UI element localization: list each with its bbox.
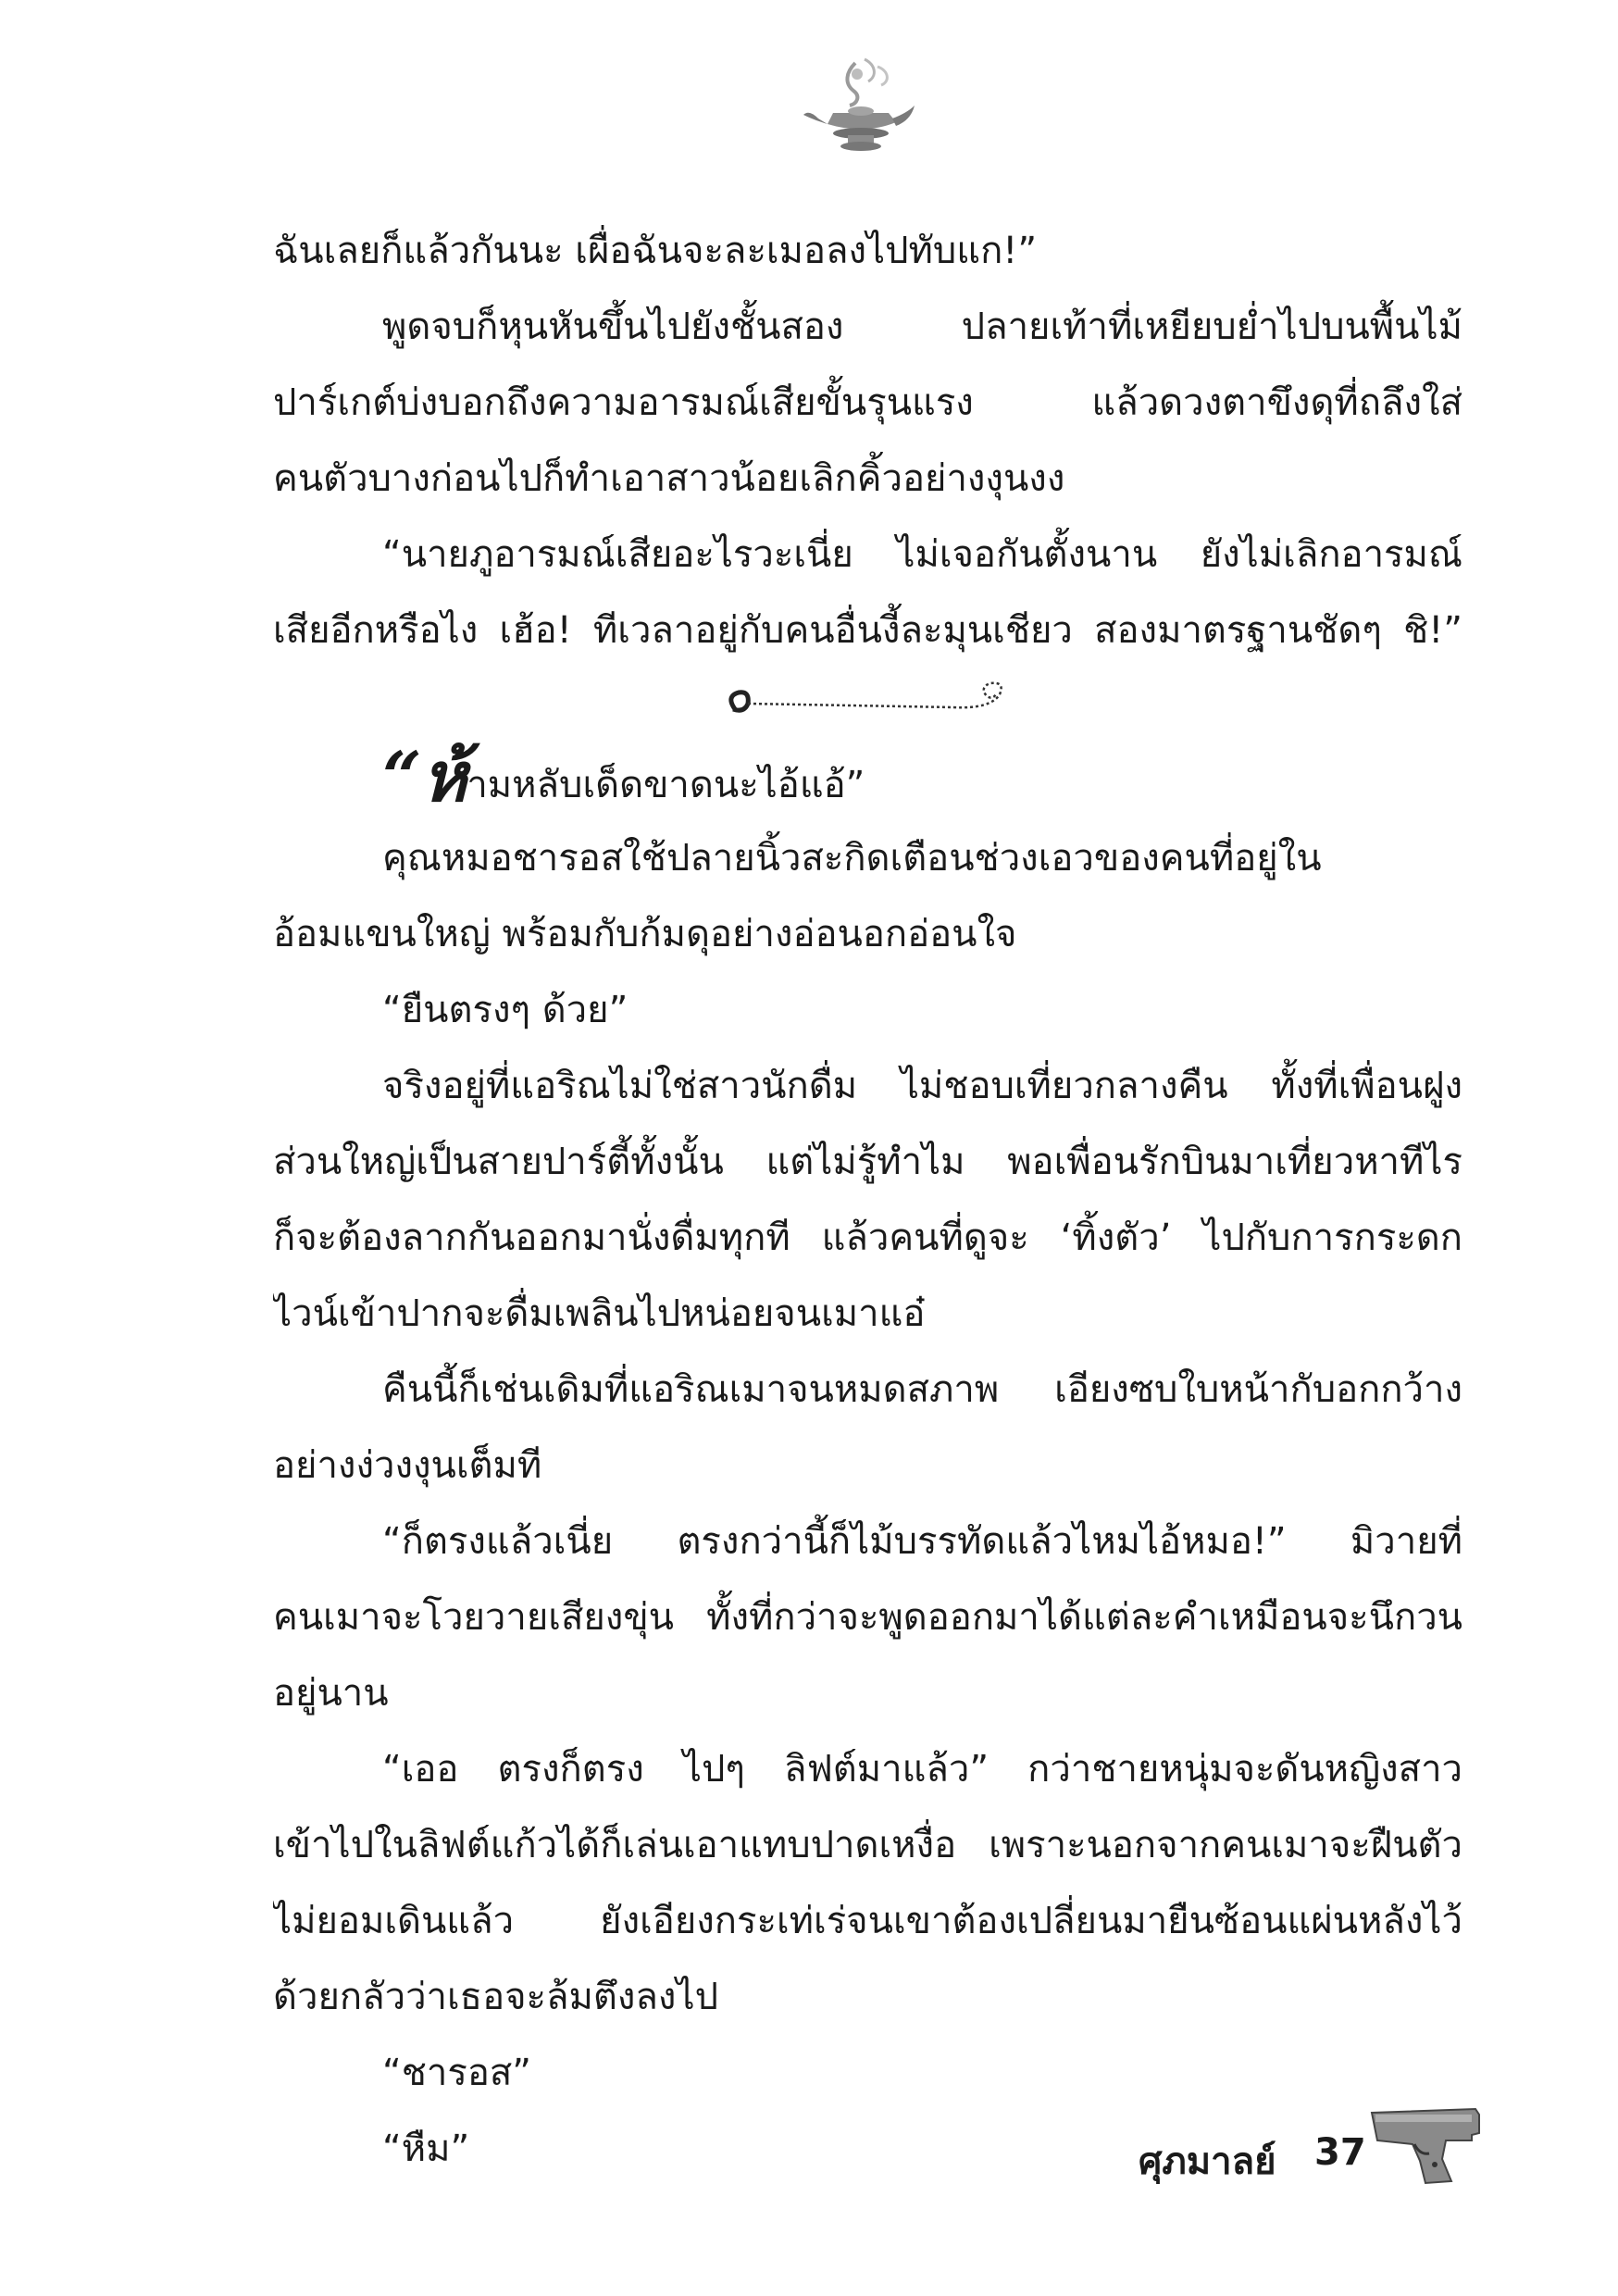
paragraph-line: “เออ ตรงก็ตรง ไปๆ ลิฟต์มาแล้ว” กว่าชายหนุ่มจะดันหญิงสาว <box>382 1748 1462 1791</box>
paragraph-line: ส่วนใหญ่เป็นสายปาร์ตี้ทั้งนั้น แต่ไม่รู้ทำไม พอเพื่อนรักบินมาเที่ยวหาทีไร <box>273 1141 1462 1183</box>
paragraph-line: คนเมาจะโวยวายเสียงขุ่น ทั้งที่กว่าจะพูดออกมาได้แต่ละคำเหมือนจะนึกวน <box>273 1596 1462 1639</box>
paragraph-line: ด้วยกลัวว่าเธอจะล้มตึงลงไป <box>273 1976 718 2018</box>
drop-cap: “ห้ <box>382 738 467 817</box>
paragraph-line: คนตัวบางก่อนไปก็ทำเอาสาวน้อยเลิกคิ้วอย่างงุนงง <box>273 457 1065 500</box>
paragraph-line: ฉันเลยก็แล้วกันนะ เผื่อฉันจะละเมอลงไปทับแก!” <box>273 230 1038 272</box>
paragraph-line: ไวน์เข้าปากจะดื่มเพลินไปหน่อยจนเมาแอ๋ <box>273 1292 926 1335</box>
paragraph-line: อ้อมแขนใหญ่ พร้อมกับก้มดุอย่างอ่อนอกอ่อนใจ <box>273 913 1017 955</box>
paragraph-line: จริงอยู่ที่แอริณไม่ใช่สาวนักดื่ม ไม่ชอบเที่ยวกลางคืน ทั้งที่เพื่อนฝูง <box>382 1065 1462 1107</box>
paragraph-line: “ยืนตรงๆ ด้วย” <box>382 989 629 1031</box>
paragraph-line: อย่างง่วงงุนเต็มที <box>273 1444 542 1487</box>
pistol-icon <box>1368 2103 1484 2187</box>
paragraph-line: คืนนี้ก็เช่นเดิมที่แอริณเมาจนหมดสภาพ เอียงซบใบหน้ากับอกกว้าง <box>382 1368 1462 1411</box>
section-divider <box>273 668 1462 735</box>
paragraph-line: “หืม” <box>382 2128 470 2170</box>
paragraph-line: ไม่ยอมเดินแล้ว ยังเอียงกระเท่เร่จนเขาต้องเปลี่ยนมายืนซ้อนแผ่นหลังไว้ <box>273 1900 1462 1942</box>
paragraph-line: ก็จะต้องลากกันออกมานั่งดื่มทุกที แล้วคนที่ดูจะ ‘ทิ้งตัว’ ไปกับการกระดก <box>273 1217 1462 1259</box>
paragraph-line: “ก็ตรงแล้วเนี่ย ตรงกว่านี้ก็ไม้บรรทัดแล้วไหมไอ้หมอ!” มิวายที่ <box>382 1520 1462 1563</box>
paragraph-line: อยู่นาน <box>273 1672 389 1715</box>
ornamental-divider-icon <box>722 672 1018 728</box>
paragraph-line: ปาร์เกต์บ่งบอกถึงความอารมณ์เสียขั้นรุนแรง แล้วดวงตาขึงดุที่ถลึงใส่ <box>273 381 1462 424</box>
paragraph-line: “นายภูอารมณ์เสียอะไรวะเนี่ย ไม่เจอกันตั้งนาน ยังไม่เลิกอารมณ์ <box>382 533 1462 576</box>
paragraph-line: คุณหมอชารอสใช้ปลายนิ้วสะกิดเตือนช่วงเอวของคนที่อยู่ใน <box>382 837 1322 880</box>
first-line-text: ามหลับเด็ดขาดนะไอ้แอ้” <box>467 764 865 806</box>
genie-lamp-icon <box>800 54 920 156</box>
paragraph-line: เข้าไปในลิฟต์แก้วได้ก็เล่นเอาแทบปาดเหงื่อ เพราะนอกจากคนเมาจะฝืนตัว <box>273 1824 1462 1866</box>
author-name: ศุภมาลย์ <box>1139 2140 1276 2183</box>
paragraph-line: เสียอีกหรือไง เฮ้อ! ทีเวลาอยู่กับคนอื่นงี้ละมุนเชียว สองมาตรฐานชัดๆ ชิ!” <box>273 609 1462 652</box>
paragraph-line: พูดจบก็หุนหันขึ้นไปยังชั้นสอง ปลายเท้าที่เหยียบย่ำไปบนพื้นไม้ <box>382 306 1462 348</box>
section-first-line <box>273 735 1462 820</box>
body-text <box>273 213 1462 2187</box>
page-number: 37 <box>1314 2131 1366 2174</box>
page-footer <box>1139 2103 1490 2196</box>
paragraph-line: “ชารอส” <box>382 2052 531 2094</box>
